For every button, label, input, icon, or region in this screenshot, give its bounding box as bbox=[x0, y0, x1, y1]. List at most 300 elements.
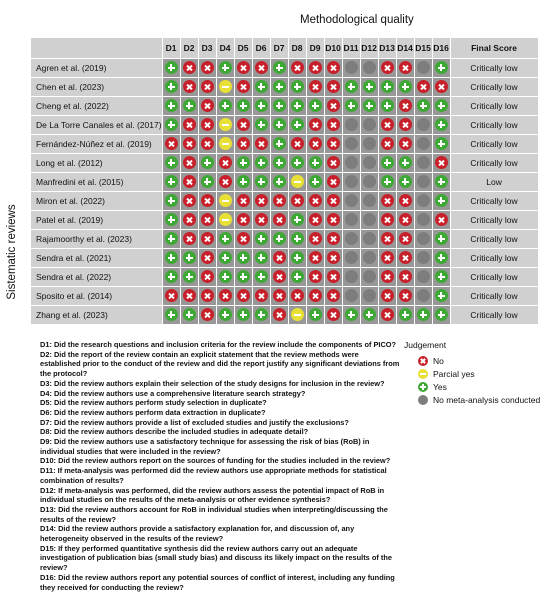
judgement-cell bbox=[378, 116, 396, 135]
yes-icon bbox=[273, 175, 286, 188]
table-row bbox=[31, 135, 539, 154]
domain-note: D4: Did the review authors use a comprehensive literature search strategy? bbox=[40, 388, 306, 398]
no-icon bbox=[201, 308, 214, 321]
no-meta-analysis-icon bbox=[363, 289, 376, 302]
no-icon bbox=[381, 137, 394, 150]
judgement-cell bbox=[360, 135, 378, 154]
no-icon bbox=[237, 213, 250, 226]
judgement-cell bbox=[288, 268, 306, 287]
no-meta-analysis-icon bbox=[417, 270, 430, 283]
no-icon bbox=[327, 175, 340, 188]
no-icon bbox=[201, 194, 214, 207]
judgement-cell bbox=[234, 230, 252, 249]
yes-icon bbox=[219, 232, 232, 245]
judgement-cell bbox=[252, 59, 270, 78]
yes-icon bbox=[183, 99, 196, 112]
yes-icon bbox=[417, 308, 430, 321]
yes-icon bbox=[435, 99, 448, 112]
no-icon bbox=[255, 213, 268, 226]
judgement-cell bbox=[396, 192, 414, 211]
domain-note: D2: Did the report of the review contain an explicit statement that the review methods were established prior to the conduct of the review and did the report justify any significant deviations from the protocol? bbox=[40, 349, 400, 379]
no-icon bbox=[309, 118, 322, 131]
judgement-cell bbox=[252, 154, 270, 173]
judgement-cell bbox=[162, 78, 180, 97]
no-icon bbox=[183, 289, 196, 302]
no-icon bbox=[201, 289, 214, 302]
yes-icon bbox=[237, 251, 250, 264]
no-icon bbox=[309, 61, 322, 74]
judgement-cell bbox=[252, 173, 270, 192]
judgement-cell bbox=[252, 78, 270, 97]
judgement-cell bbox=[414, 306, 432, 325]
judgement-cell bbox=[270, 78, 288, 97]
judgement-cell bbox=[342, 154, 360, 173]
judgement-cell bbox=[288, 135, 306, 154]
judgement-cell bbox=[306, 116, 324, 135]
partial-yes-icon bbox=[291, 175, 304, 188]
no-icon bbox=[273, 270, 286, 283]
no-icon bbox=[327, 232, 340, 245]
judgement-cell bbox=[306, 192, 324, 211]
judgement-cell bbox=[378, 78, 396, 97]
judgement-cell bbox=[342, 97, 360, 116]
yes-icon bbox=[255, 232, 268, 245]
judgement-cell bbox=[360, 192, 378, 211]
legend-item bbox=[418, 354, 540, 367]
no-icon bbox=[201, 137, 214, 150]
final-score: Critically low bbox=[450, 135, 538, 154]
no-meta-analysis-icon bbox=[363, 156, 376, 169]
judgement-cell bbox=[324, 78, 342, 97]
no-icon bbox=[201, 270, 214, 283]
yes-icon bbox=[273, 232, 286, 245]
judgement-cell bbox=[198, 192, 216, 211]
yes-icon bbox=[291, 213, 304, 226]
judgement-cell bbox=[324, 306, 342, 325]
no-icon bbox=[381, 61, 394, 74]
no-icon bbox=[327, 213, 340, 226]
judgement-cell bbox=[324, 287, 342, 306]
y-axis-label: Sistematic reviews bbox=[6, 204, 18, 300]
judgement-cell bbox=[324, 211, 342, 230]
judgement-cell bbox=[414, 230, 432, 249]
yes-icon bbox=[165, 118, 178, 131]
judgement-cell bbox=[198, 211, 216, 230]
judgement-cell bbox=[216, 230, 234, 249]
no-meta-analysis-icon bbox=[345, 251, 358, 264]
yes-icon bbox=[435, 61, 448, 74]
judgement-cell bbox=[324, 249, 342, 268]
judgement-cell bbox=[432, 192, 450, 211]
no-icon bbox=[219, 289, 232, 302]
no-icon bbox=[165, 137, 178, 150]
no-icon bbox=[291, 194, 304, 207]
no-icon bbox=[327, 137, 340, 150]
final-score: Critically low bbox=[450, 230, 538, 249]
judgement-cell bbox=[414, 116, 432, 135]
judgement-cell bbox=[360, 268, 378, 287]
yes-icon bbox=[255, 251, 268, 264]
no-icon bbox=[309, 194, 322, 207]
partial-yes-icon bbox=[219, 137, 232, 150]
no-meta-analysis-icon bbox=[345, 61, 358, 74]
study-name: De La Torre Canales et al. (2017) bbox=[31, 116, 163, 135]
no-icon bbox=[435, 80, 448, 93]
no-icon bbox=[309, 232, 322, 245]
judgement-cell bbox=[252, 287, 270, 306]
no-icon bbox=[255, 61, 268, 74]
legend-title: Judgement bbox=[404, 340, 447, 350]
judgement-cell bbox=[234, 59, 252, 78]
yes-icon bbox=[237, 175, 250, 188]
judgement-cell bbox=[414, 173, 432, 192]
yes-icon bbox=[273, 156, 286, 169]
judgement-cell bbox=[162, 173, 180, 192]
judgement-cell bbox=[306, 211, 324, 230]
yes-icon bbox=[165, 80, 178, 93]
final-score: Critically low bbox=[450, 287, 538, 306]
judgement-cell bbox=[324, 154, 342, 173]
judgement-cell bbox=[198, 268, 216, 287]
no-icon bbox=[399, 137, 412, 150]
no-meta-analysis-icon bbox=[363, 137, 376, 150]
judgement-cell bbox=[198, 306, 216, 325]
judgement-cell bbox=[306, 287, 324, 306]
yes-icon bbox=[255, 175, 268, 188]
judgement-cell bbox=[324, 268, 342, 287]
study-name: Agren et al. (2019) bbox=[31, 59, 163, 78]
no-icon bbox=[417, 80, 430, 93]
yes-icon bbox=[381, 99, 394, 112]
judgement-cell bbox=[342, 173, 360, 192]
domain-note: D5: Did the review authors perform study selection in duplicate? bbox=[40, 398, 267, 408]
partial-yes-icon bbox=[219, 213, 232, 226]
no-icon bbox=[183, 175, 196, 188]
header-study-column bbox=[31, 38, 163, 59]
judgement-cell bbox=[378, 287, 396, 306]
no-icon bbox=[273, 251, 286, 264]
table-row bbox=[31, 173, 539, 192]
yes-icon bbox=[345, 80, 358, 93]
judgement-cell bbox=[378, 249, 396, 268]
column-header-d2: D2 bbox=[180, 38, 198, 59]
judgement-cell bbox=[378, 154, 396, 173]
yes-icon bbox=[165, 194, 178, 207]
yes-icon bbox=[381, 80, 394, 93]
no-meta-analysis-icon bbox=[345, 289, 358, 302]
judgement-cell bbox=[306, 154, 324, 173]
no-icon bbox=[273, 213, 286, 226]
no-icon bbox=[381, 270, 394, 283]
no-icon bbox=[327, 270, 340, 283]
judgement-cell bbox=[432, 249, 450, 268]
yes-icon bbox=[273, 61, 286, 74]
no-meta-analysis-icon bbox=[345, 213, 358, 226]
judgement-cell bbox=[342, 306, 360, 325]
yes-icon bbox=[165, 156, 178, 169]
no-icon bbox=[183, 213, 196, 226]
figure-title: Methodological quality bbox=[300, 14, 414, 26]
judgement-cell bbox=[414, 287, 432, 306]
judgement-cell bbox=[432, 78, 450, 97]
no-icon bbox=[327, 61, 340, 74]
domain-note: D3: Did the review authors explain their selection of the study designs for inclusion in the review? bbox=[40, 378, 385, 388]
no-icon bbox=[183, 61, 196, 74]
study-name: Sendra et al. (2022) bbox=[31, 268, 163, 287]
no-meta-analysis-icon bbox=[363, 232, 376, 245]
legend-label: Yes bbox=[433, 381, 447, 392]
no-icon bbox=[399, 289, 412, 302]
no-meta-analysis-icon bbox=[363, 175, 376, 188]
yes-icon bbox=[381, 156, 394, 169]
domain-note: D6: Did the review authors perform data extraction in duplicate? bbox=[40, 407, 266, 417]
final-score: Critically low bbox=[450, 268, 538, 287]
judgement-cell bbox=[414, 78, 432, 97]
no-icon bbox=[201, 61, 214, 74]
judgement-cell bbox=[252, 230, 270, 249]
final-score: Low bbox=[450, 173, 538, 192]
column-header-d1: D1 bbox=[162, 38, 180, 59]
no-icon bbox=[309, 251, 322, 264]
domain-note: D15: If they performed quantitative synthesis did the review authors carry out an adequate investigation of publication bias (small study bias) and discuss its likely impact on the results of the review? bbox=[40, 543, 392, 573]
judgement-cell bbox=[234, 249, 252, 268]
judgement-cell bbox=[234, 306, 252, 325]
domain-note: D1: Did the research questions and inclusion criteria for the review include the components of PICO? bbox=[40, 340, 397, 349]
yes-icon bbox=[165, 213, 178, 226]
judgement-cell bbox=[306, 135, 324, 154]
study-name: Zhang et al. (2023) bbox=[31, 306, 163, 325]
no-icon bbox=[381, 118, 394, 131]
yes-icon bbox=[273, 80, 286, 93]
judgement-cell bbox=[234, 78, 252, 97]
yes-icon bbox=[165, 308, 178, 321]
judgement-cell bbox=[360, 306, 378, 325]
no-meta-analysis-icon bbox=[417, 194, 430, 207]
no-icon bbox=[399, 251, 412, 264]
judgement-cell bbox=[162, 59, 180, 78]
no-icon bbox=[381, 308, 394, 321]
judgement-cell bbox=[360, 154, 378, 173]
judgement-cell bbox=[288, 78, 306, 97]
legend-label: No bbox=[433, 355, 444, 366]
study-name: Patel et al. (2019) bbox=[31, 211, 163, 230]
judgement-cell bbox=[252, 211, 270, 230]
judgement-cell bbox=[180, 154, 198, 173]
no-meta-analysis-icon bbox=[417, 289, 430, 302]
study-name: Manfredini et al. (2015) bbox=[31, 173, 163, 192]
no-icon bbox=[399, 232, 412, 245]
yes-icon bbox=[237, 156, 250, 169]
yes-icon bbox=[273, 118, 286, 131]
no-icon bbox=[309, 289, 322, 302]
judgement-cell bbox=[324, 192, 342, 211]
no-icon bbox=[237, 118, 250, 131]
domain-note: D11: If meta-analysis was performed did the review authors use appropriate methods for statistical combination of results? bbox=[40, 466, 387, 485]
no-icon bbox=[399, 99, 412, 112]
judgement-cell bbox=[414, 249, 432, 268]
judgement-cell bbox=[414, 268, 432, 287]
final-score: Critically low bbox=[450, 59, 538, 78]
no-icon bbox=[201, 213, 214, 226]
judgement-cell bbox=[252, 306, 270, 325]
yes-icon bbox=[291, 80, 304, 93]
legend-items bbox=[404, 354, 540, 406]
no-icon bbox=[381, 232, 394, 245]
judgement-cell bbox=[288, 116, 306, 135]
judgement-cell bbox=[216, 78, 234, 97]
judgement-cell bbox=[216, 116, 234, 135]
table-row bbox=[31, 78, 539, 97]
judgement-cell bbox=[198, 249, 216, 268]
yes-icon bbox=[363, 308, 376, 321]
no-icon bbox=[399, 270, 412, 283]
judgement-cell bbox=[306, 59, 324, 78]
judgement-cell bbox=[252, 116, 270, 135]
judgement-cell bbox=[198, 135, 216, 154]
judgement-cell bbox=[396, 154, 414, 173]
judgement-cell bbox=[324, 116, 342, 135]
judgement-cell bbox=[270, 154, 288, 173]
judgement-cell bbox=[324, 230, 342, 249]
yes-icon bbox=[399, 175, 412, 188]
yes-icon bbox=[435, 194, 448, 207]
yes-icon bbox=[183, 308, 196, 321]
yes-icon bbox=[165, 270, 178, 283]
judgement-cell bbox=[288, 306, 306, 325]
judgement-cell bbox=[396, 97, 414, 116]
no-meta-analysis-icon bbox=[345, 194, 358, 207]
judgement-cell bbox=[378, 59, 396, 78]
judgement-cell bbox=[252, 192, 270, 211]
judgement-cell bbox=[396, 59, 414, 78]
final-score: Critically low bbox=[450, 78, 538, 97]
legend-item bbox=[418, 393, 540, 406]
judgement-cell bbox=[288, 97, 306, 116]
study-name: Sposito et al. (2014) bbox=[31, 287, 163, 306]
no-icon bbox=[309, 213, 322, 226]
judgement-cell bbox=[414, 59, 432, 78]
judgement-cell bbox=[396, 287, 414, 306]
table-row bbox=[31, 154, 539, 173]
judgement-cell bbox=[234, 116, 252, 135]
column-header-d16: D16 bbox=[432, 38, 450, 59]
judgement-cell bbox=[180, 230, 198, 249]
judgement-cell bbox=[270, 59, 288, 78]
judgement-cell bbox=[216, 287, 234, 306]
judgement-cell bbox=[180, 173, 198, 192]
legend-item bbox=[418, 367, 540, 380]
judgement-cell bbox=[252, 97, 270, 116]
judgement-cell bbox=[288, 173, 306, 192]
judgement-cell bbox=[432, 116, 450, 135]
no-icon bbox=[201, 118, 214, 131]
no-icon bbox=[201, 232, 214, 245]
column-header-d5: D5 bbox=[234, 38, 252, 59]
yes-icon bbox=[345, 308, 358, 321]
judgement-cell bbox=[360, 59, 378, 78]
judgement-cell bbox=[288, 59, 306, 78]
table-row bbox=[31, 268, 539, 287]
yes-icon bbox=[309, 308, 322, 321]
judgement-cell bbox=[270, 287, 288, 306]
yes-icon bbox=[255, 99, 268, 112]
no-icon bbox=[327, 289, 340, 302]
no-icon bbox=[327, 251, 340, 264]
no-icon bbox=[183, 80, 196, 93]
judgement-cell bbox=[270, 135, 288, 154]
yes-icon bbox=[435, 118, 448, 131]
partial-yes-icon bbox=[291, 308, 304, 321]
judgement-cell bbox=[414, 135, 432, 154]
judgement-cell bbox=[216, 192, 234, 211]
judgement-cell bbox=[396, 173, 414, 192]
no-icon bbox=[219, 156, 232, 169]
no-icon bbox=[219, 175, 232, 188]
judgement-cell bbox=[432, 59, 450, 78]
legend-item bbox=[418, 380, 540, 393]
judgement-cell bbox=[396, 306, 414, 325]
no-icon bbox=[237, 232, 250, 245]
no-meta-analysis-icon bbox=[417, 118, 430, 131]
yes-icon bbox=[219, 270, 232, 283]
judgement-cell bbox=[288, 230, 306, 249]
judgement-cell bbox=[198, 97, 216, 116]
yes-icon bbox=[435, 137, 448, 150]
judgement-cell bbox=[162, 268, 180, 287]
judgement-cell bbox=[216, 154, 234, 173]
yes-icon bbox=[291, 270, 304, 283]
judgement-cell bbox=[234, 97, 252, 116]
no-meta-analysis-icon bbox=[417, 61, 430, 74]
yes-icon bbox=[291, 232, 304, 245]
judgement-cell bbox=[162, 97, 180, 116]
yes-icon bbox=[237, 99, 250, 112]
yes-icon bbox=[219, 308, 232, 321]
no-icon bbox=[327, 118, 340, 131]
no-meta-analysis-icon bbox=[363, 61, 376, 74]
partial-yes-icon bbox=[418, 369, 428, 379]
judgement-cell bbox=[396, 230, 414, 249]
yes-icon bbox=[237, 308, 250, 321]
judgement-cell bbox=[234, 287, 252, 306]
yes-icon bbox=[309, 99, 322, 112]
judgement-cell bbox=[432, 306, 450, 325]
study-name: Sendra et al. (2021) bbox=[31, 249, 163, 268]
final-score: Critically low bbox=[450, 116, 538, 135]
yes-icon bbox=[291, 118, 304, 131]
judgement-cell bbox=[324, 97, 342, 116]
judgement-cell bbox=[234, 268, 252, 287]
judgement-cell bbox=[432, 97, 450, 116]
yes-icon bbox=[399, 156, 412, 169]
yes-icon bbox=[381, 175, 394, 188]
yes-icon bbox=[435, 251, 448, 264]
no-icon bbox=[273, 308, 286, 321]
judgement-cell bbox=[180, 287, 198, 306]
yes-icon bbox=[255, 80, 268, 93]
judgement-cell bbox=[414, 192, 432, 211]
final-score: Critically low bbox=[450, 154, 538, 173]
judgement-cell bbox=[342, 268, 360, 287]
judgement-cell bbox=[378, 211, 396, 230]
no-meta-analysis-icon bbox=[345, 118, 358, 131]
domain-note: D16: Did the review authors report any potential sources of conflict of interest, including any funding they received for conducting the review? bbox=[40, 572, 395, 592]
judgement-cell bbox=[342, 116, 360, 135]
yes-icon bbox=[201, 175, 214, 188]
judgement-cell bbox=[396, 211, 414, 230]
no-meta-analysis-icon bbox=[345, 137, 358, 150]
yes-icon bbox=[219, 61, 232, 74]
